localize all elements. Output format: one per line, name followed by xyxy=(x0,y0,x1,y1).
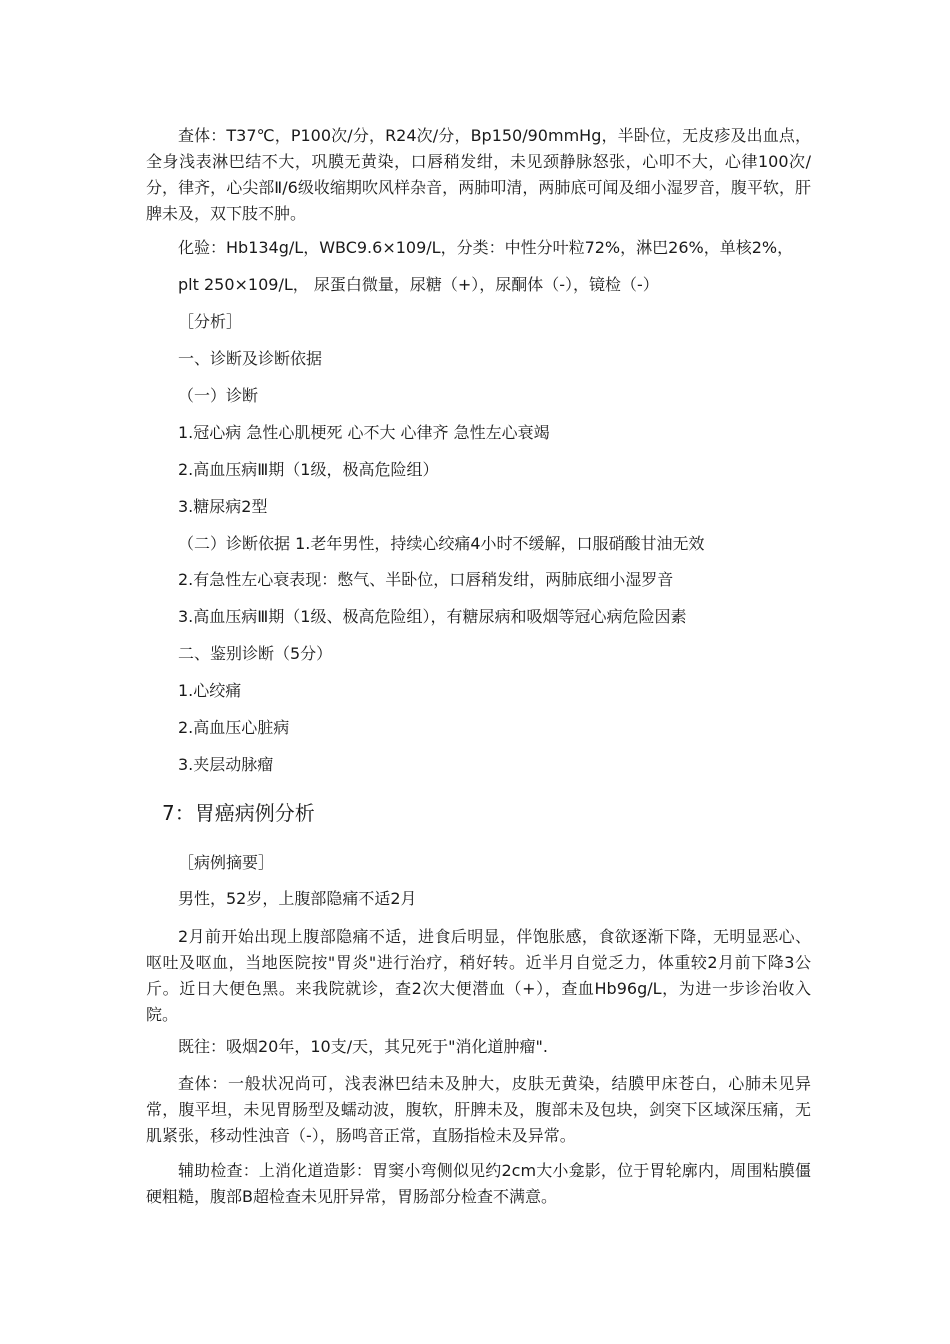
subsection-diagnosis: （一）诊断 xyxy=(178,386,259,405)
exam-paragraph: 查体：T37℃，P100次/分，R24次/分，Bp150/90mmHg，半卧位，无皮疹及出血点，全身浅表淋巴结不大，巩膜无黄染，口唇稍发绀，未见颈静脉怒张，心叩不大，心律100次/分，律齐，心尖部Ⅱ/6级收缩期吹风样杂音，两肺叩清，两肺底可闻及细小湿罗音，腹平软，肝脾未及，双下肢不肿。 xyxy=(146,126,811,223)
diagnosis-item: 3.糖尿病2型 xyxy=(178,497,268,516)
case7-heading: 7：胃癌病例分析 xyxy=(162,801,315,825)
basis-line: 3.高血压病Ⅲ期（1级、极高危险组），有糖尿病和吸烟等冠心病危险因素 xyxy=(178,607,687,626)
diagnosis-item: 2.高血压病Ⅲ期（1级，极高危险组） xyxy=(178,460,439,479)
case-past-history: 既往：吸烟20年，10支/天，其兄死于"消化道肿瘤". xyxy=(178,1037,548,1056)
basis-line: 2.有急性左心衰表现：憋气、半卧位，口唇稍发绀，两肺底细小湿罗音 xyxy=(178,570,674,589)
differential-item: 3.夹层动脉瘤 xyxy=(178,755,274,774)
basis-line: （二）诊断依据 1.老年男性，持续心绞痛4小时不缓解，口服硝酸甘油无效 xyxy=(178,534,705,553)
lab-line-2: plt 250×109/L， 尿蛋白微量，尿糖（+），尿酮体（-），镜检（-） xyxy=(178,275,659,294)
case-history-paragraph: 2月前开始出现上腹部隐痛不适，进食后明显，伴饱胀感，食欲逐渐下降，无明显恶心、呕吐及呕血，当地医院按"胃炎"进行治疗，稍好转。近半月自觉乏力，体重较2月前下降3公斤。近日大便色黑。来我院就诊，查2次大便潜血（+），查血Hb96g/L，为进一步诊治收入院。 xyxy=(146,927,811,1024)
differential-item: 1.心绞痛 xyxy=(178,681,242,700)
diagnosis-item: 1.冠心病 急性心肌梗死 心不大 心律齐 急性左心衰竭 xyxy=(178,423,550,442)
case-summary-label: ［病例摘要］ xyxy=(178,853,275,872)
case-exam-paragraph: 查体：一般状况尚可，浅表淋巴结未及肿大，皮肤无黄染，结膜甲床苍白，心肺未见异常，腹平坦，未见胃肠型及蠕动波，腹软，肝脾未及，腹部未及包块，剑突下区域深压痛，无肌紧张，移动性浊音（-），肠鸣音正常，直肠指检未及异常。 xyxy=(146,1074,811,1145)
case-patient-line: 男性，52岁，上腹部隐痛不适2月 xyxy=(178,889,417,908)
lab-line-1: 化验：Hb134g/L，WBC9.6×109/L，分类：中性分叶粒72%，淋巴26%，单核2%， xyxy=(178,238,794,257)
case-aux-paragraph: 辅助检查：上消化道造影：胃窦小弯侧似见约2cm大小龛影，位于胃轮廓内，周围粘膜僵硬粗糙，腹部B超检查未见肝异常，胃肠部分检查不满意。 xyxy=(146,1161,811,1206)
differential-item: 2.高血压心脏病 xyxy=(178,718,290,737)
section-heading-differential: 二、鉴别诊断（5分） xyxy=(178,644,333,663)
section-heading-diagnosis: 一、诊断及诊断依据 xyxy=(178,349,323,368)
analysis-label: ［分析］ xyxy=(178,312,243,331)
